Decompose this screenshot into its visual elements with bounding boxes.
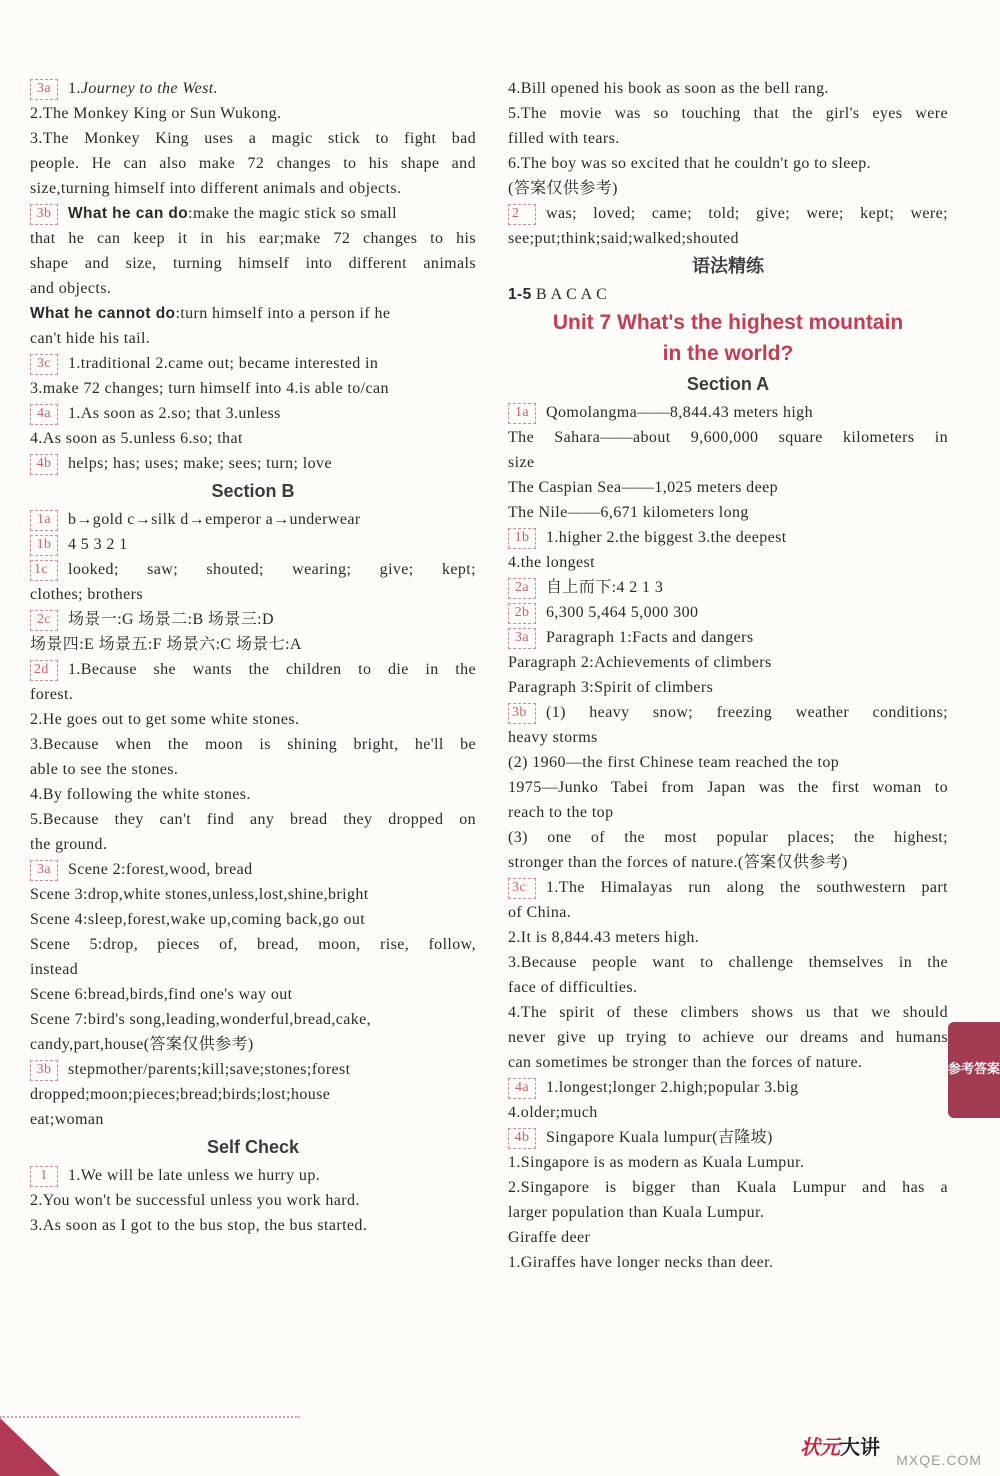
answer-line xyxy=(30,932,476,957)
answer-text: 4.the longest xyxy=(508,554,595,571)
answer-line xyxy=(508,525,948,550)
answer-line xyxy=(30,276,476,301)
section-heading: Section A xyxy=(686,374,770,394)
answer-line xyxy=(30,1188,476,1213)
side-tab-label: 参考答案 xyxy=(948,1062,1000,1077)
exercise-tag: 3a xyxy=(508,628,536,649)
answer-line xyxy=(30,982,476,1007)
answer-line xyxy=(508,101,948,126)
answer-line xyxy=(30,201,476,226)
answer-text: heavy storms xyxy=(508,729,598,746)
answer-line xyxy=(30,176,476,201)
answer-text: 2.Singapore is bigger than Kuala Lumpur and has a xyxy=(508,1179,948,1196)
answer-line xyxy=(30,732,476,757)
answer-text: never give up trying to achieve our dreams and humans xyxy=(508,1029,948,1046)
answer-line xyxy=(30,782,476,807)
answer-text: :turn himself into a person if he xyxy=(175,305,391,322)
answer-line xyxy=(508,1200,948,1225)
exercise-tag: 4b xyxy=(508,1128,536,1149)
answer-line xyxy=(508,1100,948,1125)
answer-text: 自上而下:4 2 1 3 xyxy=(546,579,664,596)
answer-text: Paragraph 3:Spirit of climbers xyxy=(508,679,714,696)
answer-text: dropped;moon;pieces;bread;birds;lost;house xyxy=(30,1086,331,1103)
answer-line xyxy=(508,126,948,151)
exercise-tag: 3b xyxy=(508,703,536,724)
exercise-tag: 2d xyxy=(30,660,58,681)
answer-text: 5.Because they can't find any bread they dropped on xyxy=(30,811,476,828)
bold-label: 1-5 xyxy=(508,286,532,303)
answer-line xyxy=(508,450,948,475)
answer-text: 2.The Monkey King or Sun Wukong. xyxy=(30,105,282,122)
answer-line xyxy=(30,557,476,582)
answer-line xyxy=(30,957,476,982)
answer-line xyxy=(508,1000,948,1025)
answer-line xyxy=(30,507,476,532)
answer-text: helps; has; uses; make; sees; turn; love xyxy=(68,455,332,472)
answer-text: and objects. xyxy=(30,280,112,297)
answer-text: 3.The Monkey King uses a magic stick to fight bad xyxy=(30,130,476,147)
answer-line xyxy=(508,800,948,825)
answer-text: stronger than the forces of nature.(答案仅供参考) xyxy=(508,854,848,871)
exercise-tag: 2 xyxy=(508,204,536,225)
page-footer xyxy=(0,1418,1000,1476)
answer-line xyxy=(30,832,476,857)
answer-line xyxy=(508,1225,948,1250)
answer-line xyxy=(508,650,948,675)
answer-line xyxy=(30,251,476,276)
answer-text: Journey to the West. xyxy=(80,80,218,97)
answer-text: 4.As soon as 5.unless 6.so; that xyxy=(30,430,243,447)
answer-line xyxy=(508,900,948,925)
answer-line xyxy=(508,500,948,525)
answer-text: Giraffe deer xyxy=(508,1229,591,1246)
answer-text: 2.He goes out to get some white stones. xyxy=(30,711,300,728)
answer-line xyxy=(508,850,948,875)
answer-line xyxy=(30,1082,476,1107)
answer-line xyxy=(508,1250,948,1275)
bold-label: What he cannot do xyxy=(30,305,176,322)
answer-text: filled with tears. xyxy=(508,130,620,147)
answer-text: (答案仅供参考) xyxy=(508,180,618,197)
answer-line xyxy=(30,1057,476,1082)
answer-line xyxy=(30,857,476,882)
answer-text: see;put;think;said;walked;shouted xyxy=(508,230,739,247)
footer-corner-decoration xyxy=(0,1418,60,1476)
answer-text: 1975—Junko Tabei from Japan was the first woman to xyxy=(508,779,948,796)
answer-text: Scene 2:forest,wood, bread xyxy=(68,861,253,878)
answer-text: size xyxy=(508,454,535,471)
answer-line xyxy=(30,451,476,476)
answer-line xyxy=(30,607,476,632)
answer-text: size,turning himself into different animals and objects. xyxy=(30,180,402,197)
bold-label: What he can do xyxy=(68,205,189,222)
answer-line xyxy=(508,950,948,975)
answer-text: Scene 7:bird's song,leading,wonderful,bread,cake, xyxy=(30,1011,372,1028)
exercise-tag: 4a xyxy=(30,404,58,425)
exercise-tag: 2a xyxy=(508,578,536,599)
answer-text: 3.Because people want to challenge themselves in the xyxy=(508,954,948,971)
answer-line xyxy=(508,725,948,750)
unit-title: in the world? xyxy=(662,342,794,365)
footer-watermark: MXQE.COM xyxy=(896,1452,982,1468)
answer-text: Scene 5:drop, pieces of, bread, moon, rise, follow, xyxy=(30,936,476,953)
answer-text: candy,part,house(答案仅供参考) xyxy=(30,1036,254,1053)
answer-line xyxy=(508,675,948,700)
exercise-tag: 1b xyxy=(508,528,536,549)
answer-text: 4 5 3 2 1 xyxy=(68,536,128,553)
exercise-tag: 3c xyxy=(508,878,536,899)
answer-text: eat;woman xyxy=(30,1111,104,1128)
answer-line xyxy=(508,1125,948,1150)
answer-line xyxy=(30,301,476,326)
answer-text: 1.As soon as 2.so; that 3.unless xyxy=(68,405,281,422)
answer-text: people. He can also make 72 changes to his shape and xyxy=(30,155,476,172)
answer-text: 1.Singapore is as modern as Kuala Lumpur. xyxy=(508,1154,805,1171)
answer-line xyxy=(508,825,948,850)
answer-text: b→gold c→silk d→emperor a→underwear xyxy=(68,511,361,528)
exercise-tag: 3a xyxy=(30,860,58,881)
answer-line xyxy=(508,1025,948,1050)
answer-line xyxy=(30,582,476,607)
answer-text: face of difficulties. xyxy=(508,979,638,996)
answer-line xyxy=(508,176,948,201)
answer-text: :make the magic stick so small xyxy=(188,205,397,222)
exercise-tag: 1b xyxy=(30,535,58,556)
right-column xyxy=(508,76,948,1275)
answer-line xyxy=(508,575,948,600)
section-heading: 语法精练 xyxy=(692,256,764,276)
answer-line xyxy=(30,401,476,426)
answer-text: (3) one of the most popular places; the highest; xyxy=(508,829,948,846)
answer-line xyxy=(508,750,948,775)
answer-line xyxy=(508,1075,948,1100)
answer-line xyxy=(30,757,476,782)
answer-line xyxy=(30,351,476,376)
answer-text: Scene 3:drop,white stones,unless,lost,shine,bright xyxy=(30,886,369,903)
answer-text: 1. xyxy=(68,80,81,97)
exercise-tag: 3a xyxy=(30,79,58,100)
answer-text: 4.Bill opened his book as soon as the bell rang. xyxy=(508,80,829,97)
answer-text: Scene 6:bread,birds,find one's way out xyxy=(30,986,293,1003)
answer-text: clothes; brothers xyxy=(30,586,143,603)
footer-brand xyxy=(800,1431,880,1460)
answer-text: Singapore Kuala lumpur(吉隆坡) xyxy=(546,1129,773,1146)
side-tab-answer-key xyxy=(948,1022,1000,1118)
answer-line xyxy=(30,376,476,401)
answer-line xyxy=(30,682,476,707)
answer-line xyxy=(30,1107,476,1132)
answer-line xyxy=(508,875,948,900)
answer-text: 6.The boy was so excited that he couldn't go to sleep. xyxy=(508,155,872,172)
answer-line xyxy=(30,882,476,907)
answer-line xyxy=(30,1032,476,1057)
exercise-tag: 1a xyxy=(30,510,58,531)
answer-text: was; loved; came; told; give; were; kept; were; xyxy=(546,205,948,222)
answer-text: 1.Because she wants the children to die in the xyxy=(68,661,476,678)
answer-line xyxy=(508,700,948,725)
answer-text: able to see the stones. xyxy=(30,761,179,778)
section-heading: Section B xyxy=(211,481,295,501)
answer-text: 6,300 5,464 5,000 300 xyxy=(546,604,699,621)
answer-line xyxy=(30,1007,476,1032)
answer-line xyxy=(508,425,948,450)
answer-line xyxy=(508,151,948,176)
answer-line xyxy=(508,625,948,650)
exercise-tag: 4b xyxy=(30,454,58,475)
answer-text: 3.Because when the moon is shining bright, he'll be xyxy=(30,736,476,753)
answer-line xyxy=(30,907,476,932)
answer-text: 1.higher 2.the biggest 3.the deepest xyxy=(546,529,787,546)
answer-text: 3.make 72 changes; turn himself into 4.is able to/can xyxy=(30,380,389,397)
answer-text: larger population than Kuala Lumpur. xyxy=(508,1204,765,1221)
answer-line xyxy=(30,657,476,682)
answer-text: Qomolangma——8,844.43 meters high xyxy=(546,404,813,421)
answer-line xyxy=(30,151,476,176)
answer-text: 1.Giraffes have longer necks than deer. xyxy=(508,1254,774,1271)
answer-text: 4.By following the white stones. xyxy=(30,786,251,803)
answer-text: 1.traditional 2.came out; became interested in xyxy=(68,355,379,372)
answer-text: forest. xyxy=(30,686,74,703)
answer-text: 2.It is 8,844.43 meters high. xyxy=(508,929,700,946)
answer-line xyxy=(508,475,948,500)
answer-line xyxy=(508,1050,948,1075)
answer-text: The Nile——6,671 kilometers long xyxy=(508,504,749,521)
answer-line xyxy=(30,326,476,351)
answer-line xyxy=(30,76,476,101)
answer-line xyxy=(508,600,948,625)
answer-line xyxy=(508,1150,948,1175)
answer-text: 1.We will be late unless we hurry up. xyxy=(68,1167,321,1184)
answer-line xyxy=(508,775,948,800)
answer-line xyxy=(508,226,948,251)
answer-line xyxy=(508,282,948,307)
answer-line xyxy=(30,1213,476,1238)
answer-line xyxy=(30,426,476,451)
answer-line xyxy=(30,707,476,732)
answer-line xyxy=(30,532,476,557)
answer-text: (2) 1960—the first Chinese team reached the top xyxy=(508,754,840,771)
answer-text: 场景四:E 场景五:F 场景六:C 场景七:A xyxy=(30,636,302,653)
answer-text: Scene 4:sleep,forest,wake up,coming back,go out xyxy=(30,911,366,928)
answer-text: Paragraph 2:Achievements of climbers xyxy=(508,654,772,671)
answer-text: 1.The Himalayas run along the southwestern part xyxy=(546,879,948,896)
answer-line xyxy=(508,76,948,101)
exercise-tag: 1 xyxy=(30,1166,58,1187)
answer-line xyxy=(508,925,948,950)
answer-line xyxy=(30,807,476,832)
answer-line xyxy=(508,1175,948,1200)
answer-text: 1.longest;longer 2.high;popular 3.big xyxy=(546,1079,799,1096)
answer-text: 5.The movie was so touching that the girl's eyes were xyxy=(508,105,948,122)
answer-text: (1) heavy snow; freezing weather conditions; xyxy=(546,704,948,721)
answer-text: shape and size, turning himself into different animals xyxy=(30,255,476,272)
answer-text: instead xyxy=(30,961,79,978)
answer-line xyxy=(508,201,948,226)
answer-text: the ground. xyxy=(30,836,108,853)
answer-text: 2.You won't be successful unless you work hard. xyxy=(30,1192,360,1209)
exercise-tag: 3b xyxy=(30,1060,58,1081)
answer-text: 4.older;much xyxy=(508,1104,598,1121)
answer-line xyxy=(30,226,476,251)
answer-text: B A C A C xyxy=(531,286,608,303)
answer-line xyxy=(508,975,948,1000)
answer-text: reach to the top xyxy=(508,804,614,821)
answer-line xyxy=(30,126,476,151)
answer-text: of China. xyxy=(508,904,572,921)
answer-line xyxy=(508,550,948,575)
answer-line xyxy=(508,400,948,425)
section-heading: Self Check xyxy=(206,1137,300,1157)
answer-text: 场景一:G 场景二:B 场景三:D xyxy=(68,611,274,628)
exercise-tag: 3c xyxy=(30,354,58,375)
answer-text: 3.As soon as I got to the bus stop, the bus started. xyxy=(30,1217,368,1234)
exercise-tag: 4a xyxy=(508,1078,536,1099)
exercise-tag: 1a xyxy=(508,403,536,424)
exercise-tag: 3b xyxy=(30,204,58,225)
answer-line xyxy=(30,632,476,657)
brand-name-red: 状元 xyxy=(800,1435,840,1459)
unit-title: Unit 7 What's the highest mountain xyxy=(552,311,904,334)
answer-line xyxy=(30,1163,476,1188)
exercise-tag: 2c xyxy=(30,610,58,631)
answer-text: that he can keep it in his ear;make 72 changes to his xyxy=(30,230,476,247)
answer-text: Paragraph 1:Facts and dangers xyxy=(546,629,754,646)
exercise-tag: 2b xyxy=(508,603,536,624)
answer-text: 4.The spirit of these climbers shows us that we should xyxy=(508,1004,948,1021)
answer-text: can't hide his tail. xyxy=(30,330,151,347)
answer-text: stepmother/parents;kill;save;stones;forest xyxy=(68,1061,351,1078)
brand-name-black: 大讲 xyxy=(840,1435,880,1459)
exercise-tag: 1c xyxy=(30,560,58,581)
answer-text: The Sahara——about 9,600,000 square kilometers in xyxy=(508,429,948,446)
left-column xyxy=(30,76,476,1238)
answer-text: looked; saw; shouted; wearing; give; kept; xyxy=(68,561,476,578)
answer-line xyxy=(30,101,476,126)
answer-text: can sometimes be stronger than the forces of nature. xyxy=(508,1054,863,1071)
answer-text: The Caspian Sea——1,025 meters deep xyxy=(508,479,778,496)
